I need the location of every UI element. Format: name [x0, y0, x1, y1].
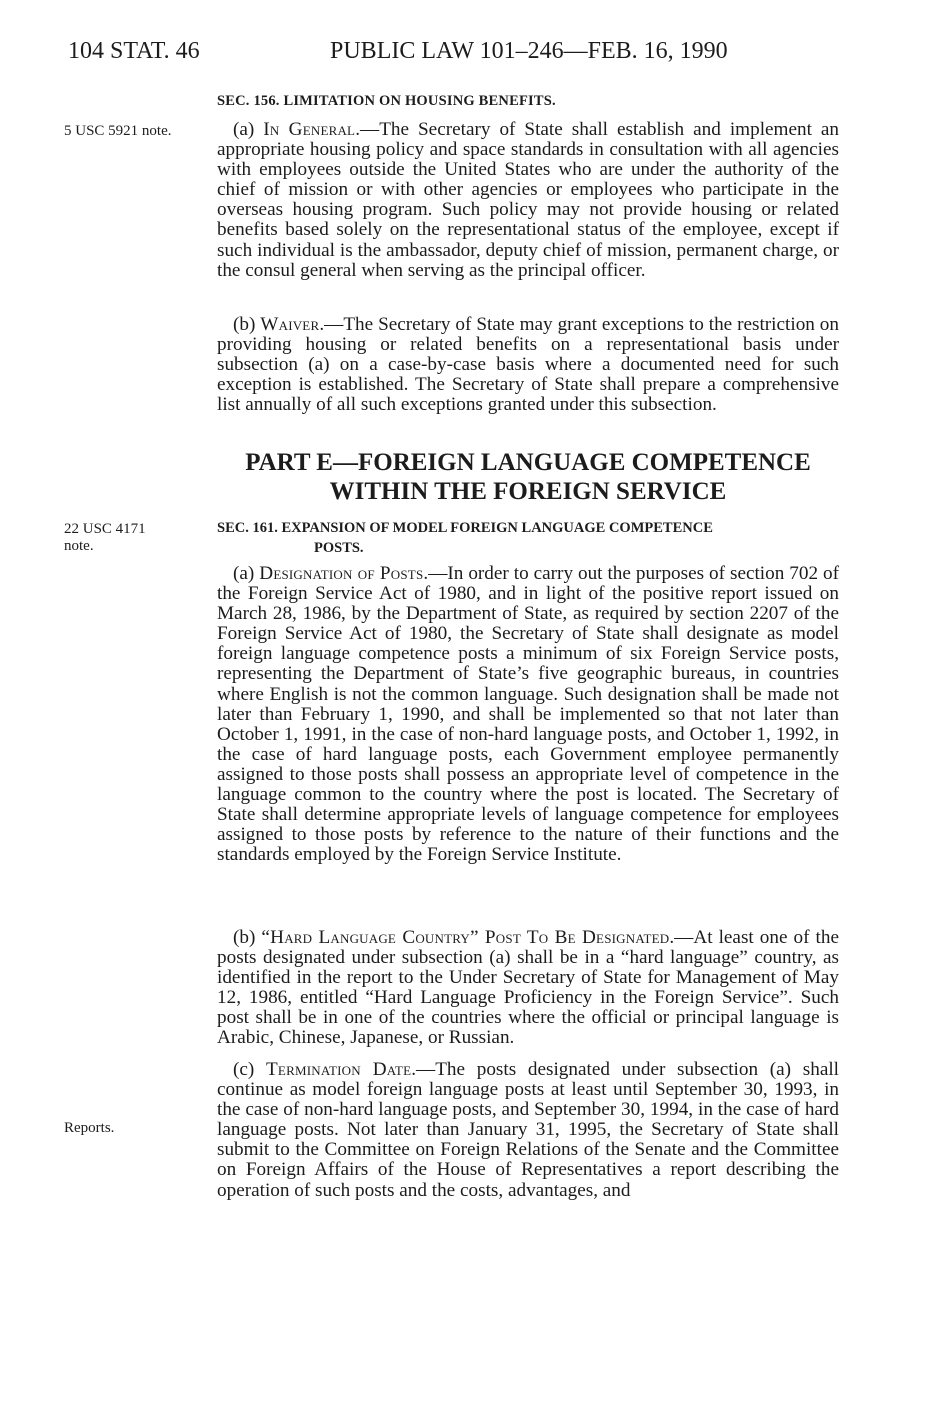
- sec156-b-title: Waiver: [260, 314, 320, 335]
- sec156-a-title: In General: [263, 119, 356, 140]
- sec161-subsection-b: (b) “Hard Language Country” Post To Be Designated.—At least one of the posts designated under subsection (a) shall be in a “hard language” country, as identified in the report to the Under Secretary of State for Management of May 12, 1986, entitled “Hard Language Proficiency in the Foreign Service”. Such post shall be in one of the countries where the official or principal language is Arabic, Chinese, Japanese, or Russian.: [217, 927, 840, 1049]
- sec161-c-title: Termination Date: [266, 1059, 412, 1080]
- sec161-subsection-c: (c) Termination Date.—The posts designated under subsection (a) shall continue as model foreign language posts at least until September 30, 1993, in the case of non-hard language posts, and September 30, 1994, in the case of hard language posts. Not later than January 31, 1995, the Secretary of State shall submit to the Committee on Foreign Relations of the Senate and the Committee on Foreign Affairs of the House of Representatives a report describing the operation of such posts and the costs, advantages, and: [217, 1059, 840, 1201]
- part-e-heading-line2: WITHIN THE FOREIGN SERVICE: [329, 478, 727, 505]
- section-161-heading-line2: POSTS.: [314, 540, 364, 556]
- margin-note-5usc5921: 5 USC 5921 note.: [64, 123, 172, 139]
- sec161-b-title: “Hard Language Country” Post To Be Designated: [261, 927, 670, 948]
- margin-note-22usc4171: 22 USC 4171 note.: [64, 521, 146, 554]
- page-reference: 104 STAT. 46: [68, 38, 200, 64]
- section-161-heading: [217, 518, 842, 558]
- section-156-heading: SEC. 156. LIMITATION ON HOUSING BENEFITS.: [217, 93, 556, 109]
- sec161-subsection-a: (a) Designation of Posts.—In order to carry out the purposes of section 702 of the Foreign Service Act of 1980, and in light of the positive report issued on March 28, 1986, by the Department of State, as required by section 2207 of the Foreign Service Act of 1980, the Secretary of State shall designate as model foreign language competence posts a minimum of six Foreign Service posts, representing the Department of State’s five geographic bureaus, in countries where English is not the common language. Such designation shall be made not later than February 1, 1990, and shall be implemented so that not later than October 1, 1991, in the case of non-hard language posts, and October 1, 1992, in the case of hard language posts, each Government employee permanently assigned to those posts shall possess an appropriate level of competence in the language common to the country where the post is located. The Secretary of State shall determine appropriate levels of language competence for employees assigned to those posts by reference to the nature of their functions and the standards employed by the Foreign Service Institute.: [217, 563, 839, 866]
- sec161-a-title: Designation of Posts: [259, 563, 424, 584]
- margin-note-reports: Reports.: [64, 1120, 115, 1136]
- section-161-heading-line1: SEC. 161. EXPANSION OF MODEL FOREIGN LANGUAGE COMPETENCE: [217, 520, 713, 536]
- running-head-law-date: PUBLIC LAW 101–246—FEB. 16, 1990: [330, 38, 728, 64]
- sec156-subsection-a: (a) In General.—The Secretary of State shall establish and implement an appropriate housing policy and space standards in consultation with all agencies with employees outside the United States who are under the authority of the chief of mission or with other agencies or employees who participate in the overseas housing program. Such policy may not provide housing or related benefits based solely on the representational status of the employee, except if such individual is the ambassador, deputy chief of mission, permanent charge, or the consul general when serving as the principal officer.: [217, 119, 840, 281]
- part-e-heading: [217, 448, 839, 506]
- part-e-heading-line1: PART E—FOREIGN LANGUAGE COMPETENCE: [245, 449, 811, 476]
- sec156-subsection-b: (b) Waiver.—The Secretary of State may grant exceptions to the restriction on providing housing or related benefits on a representational basis under subsection (a) on a case-by-case basis where a documented need for such exception is established. The Secretary of State shall prepare a comprehensive list annually of all such exceptions granted under this subsection.: [217, 314, 839, 416]
